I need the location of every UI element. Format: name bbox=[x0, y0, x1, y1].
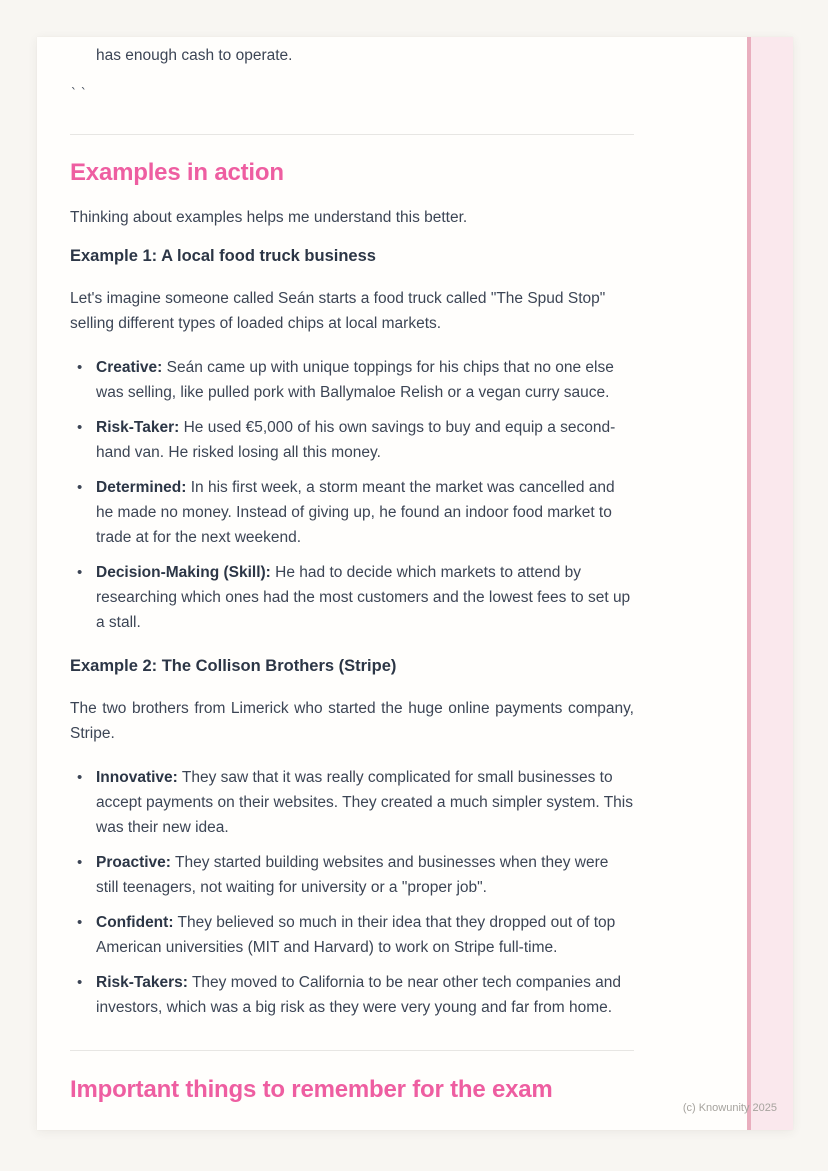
example1-description: Let's imagine someone called Seán starts a food truck called "The Spud Stop" selling different types of loaded chips at local markets. bbox=[70, 290, 606, 332]
example2-description: The two brothers from Limerick who started the huge online payments company, Stripe. bbox=[70, 700, 634, 742]
section-heading-exam: Important things to remember for the exam bbox=[70, 1076, 553, 1103]
list-item bbox=[70, 910, 634, 960]
copyright-watermark: (c) Knowunity 2025 bbox=[682, 1102, 777, 1114]
bullet-text: They started building websites and businesses when they were still teenagers, not waiting for university or a "proper job". bbox=[96, 854, 609, 896]
intro-paragraph: Thinking about examples helps me understand this better. bbox=[70, 209, 468, 226]
bullet-text: He used €5,000 of his own savings to buy and equip a second-hand van. He risked losing all this money. bbox=[96, 419, 616, 461]
page-edge-strip bbox=[747, 37, 793, 1130]
example1-bullet-list bbox=[70, 355, 634, 635]
bullet-text: Seán came up with unique toppings for his chips that no one else was selling, like pulled pork with Ballymaloe Relish or a vegan curry sauce. bbox=[96, 359, 614, 401]
list-item bbox=[70, 970, 634, 1020]
bullet-text: He had to decide which markets to attend by researching which ones had the most customers and the lowest fees to set up a stall. bbox=[96, 564, 631, 631]
list-item bbox=[70, 355, 634, 405]
bullet-label: Confident: bbox=[96, 914, 174, 931]
bullet-label: Innovative: bbox=[96, 769, 178, 786]
document-card bbox=[37, 37, 793, 1130]
bullet-label: Risk-Taker: bbox=[96, 419, 180, 436]
bullet-text: They moved to California to be near other tech companies and investors, which was a big risk as they were very young and far from home. bbox=[96, 974, 622, 1016]
section-divider bbox=[70, 134, 634, 135]
section-divider bbox=[70, 1050, 634, 1051]
list-item bbox=[70, 560, 634, 635]
bullet-text: They saw that it was really complicated for small businesses to accept payments on their websites. They created a much simpler system. This was their new idea. bbox=[96, 769, 633, 836]
section-heading-examples: Examples in action bbox=[70, 159, 284, 186]
example1-title: Example 1: A local food truck business bbox=[70, 247, 376, 265]
list-item bbox=[70, 475, 634, 550]
bullet-text: In his first week, a storm meant the market was cancelled and he made no money. Instead of giving up, he found an indoor food market to trade at for the next weekend. bbox=[96, 479, 615, 546]
bullet-label: Determined: bbox=[96, 479, 187, 496]
list-item bbox=[70, 850, 634, 900]
bullet-label: Creative: bbox=[96, 359, 163, 376]
bullet-label: Proactive: bbox=[96, 854, 171, 871]
example2-bullet-list bbox=[70, 765, 634, 1020]
bullet-text: They believed so much in their idea that they dropped out of top American universities (MIT and Harvard) to work on Stripe full-time. bbox=[96, 914, 616, 956]
bullet-label: Risk-Takers: bbox=[96, 974, 188, 991]
list-item bbox=[70, 765, 634, 840]
bullet-label: Decision-Making (Skill): bbox=[96, 564, 271, 581]
list-item bbox=[70, 415, 634, 465]
document-content bbox=[70, 43, 634, 1105]
code-fence-marks: `` bbox=[70, 87, 90, 102]
paragraph-fragment: has enough cash to operate. bbox=[96, 47, 293, 64]
example2-title: Example 2: The Collison Brothers (Stripe) bbox=[70, 657, 397, 675]
